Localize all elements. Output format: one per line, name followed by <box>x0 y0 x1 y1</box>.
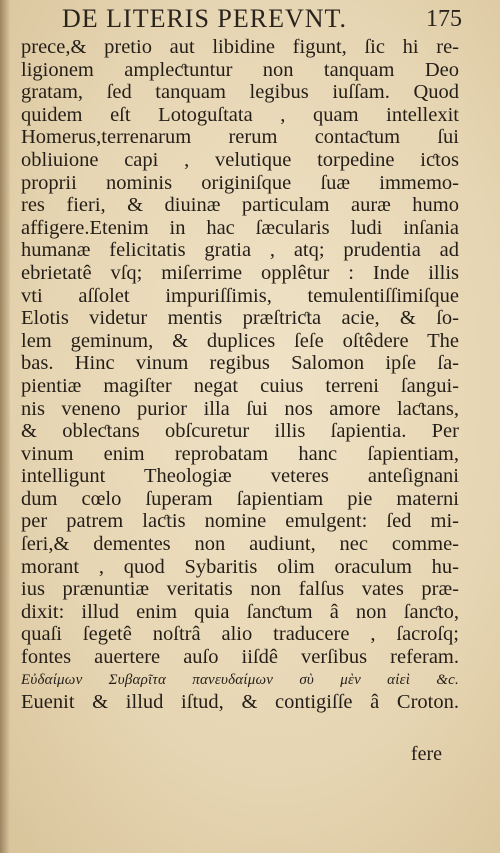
text-line: obliuione capi , velutique torpedine iƈtos <box>21 148 459 171</box>
greek-verse-line: Εὐδαίμων Συβαρῖτα πανευδαίμων σὺ μὲν αἰεὶ &c. <box>21 671 459 688</box>
text-line: ebrietatê vſq; miſerrime opplêtur : Inde illis <box>21 261 459 284</box>
text-line: Homerus,terrenarum rerum contaƈtum ſui <box>21 126 459 149</box>
text-line: per patrem laƈtis nomine emulgent: ſed mi- <box>21 510 459 533</box>
text-line: ſeri,& dementes non audiunt, nec comme- <box>21 533 459 556</box>
text-line: Euenit & illud iſtud, & contigiſſe â Croton. <box>21 691 459 714</box>
text-line: dum cœlo ſuperam ſapientiam pie materni <box>21 487 459 510</box>
text-line: quidem eſt Lotoguſtata , quam intellexit <box>21 103 459 126</box>
text-line: res fieri, & diuinæ particulam auræ humo <box>21 194 459 217</box>
text-line: bas. Hinc vinum regibus Salomon ipſe ſa- <box>21 352 459 375</box>
text-line: gratam, ſed tanquam legibus iuſſam. Quod <box>21 81 459 104</box>
running-head: DE LITERIS PEREVNT. <box>62 4 347 33</box>
catchword: fere <box>410 743 442 765</box>
text-line: affigere.Etenim in hac ſæcularis ludi inſania <box>21 216 459 239</box>
text-line: Elotis videtur mentis præſtriƈta acie, & ſo- <box>21 307 459 330</box>
text-line: pientiæ magiſter negat cuius terreni ſangui- <box>21 374 459 397</box>
text-line: ius prænuntiæ veritatis non falſus vates præ- <box>21 578 459 601</box>
text-line: vti aſſolet impuriſſimis, temulentiſſimiſque <box>21 284 459 307</box>
text-line: prece,& pretio aut libidine figunt, ſic hi re- <box>21 36 459 58</box>
text-line: lem geminum, & duplices ſeſe oſtêdere The <box>21 329 459 352</box>
page-gutter <box>0 0 10 853</box>
text-line: vinum enim reprobatam hanc ſapientiam, <box>21 442 459 465</box>
page-number: 175 <box>426 6 462 32</box>
text-line: & obleƈtans obſcuretur illis ſapientia. Per <box>21 420 459 443</box>
text-line: quaſi ſegetê noſtrâ alio traducere , ſacroſq; <box>21 623 459 646</box>
page-header <box>62 4 462 38</box>
text-line: proprii nominis originiſque ſuæ immemo- <box>21 171 459 194</box>
text-line: humanæ felicitatis gratia , atq; prudentia ad <box>21 239 459 262</box>
text-line: dixit: illud enim quia ſanƈtum â non ſanƈto, <box>21 600 459 623</box>
text-line: ligionem ampleƈtuntur non tanquam Deo <box>21 58 459 81</box>
text-line: nis veneno purior illa ſui nos amore laƈtans, <box>21 397 459 420</box>
body-text <box>21 36 459 714</box>
text-line: fontes auertere auſo iiſdê verſibus referam. <box>21 646 459 669</box>
text-line: morant , quod Sybaritis olim oraculum hu- <box>21 555 459 578</box>
text-line: intelligunt Theologiæ veteres anteſignani <box>21 465 459 488</box>
